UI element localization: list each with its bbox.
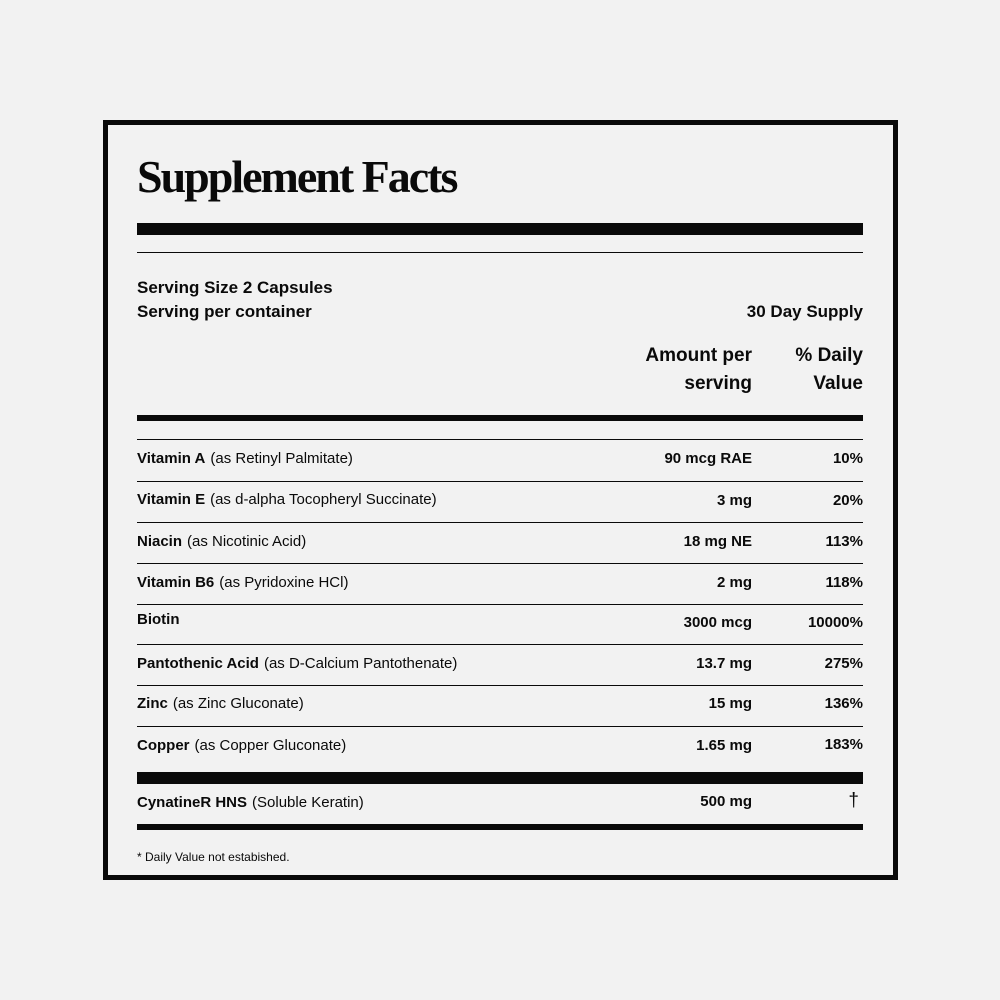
nutrient-name — [137, 794, 364, 811]
dv-header-line-1: % Daily — [795, 345, 863, 366]
nutrient-amount: 3 mg — [716, 492, 752, 509]
page-title: Supplement Facts — [137, 151, 457, 202]
table-row — [137, 727, 863, 767]
table-row — [137, 686, 863, 726]
nutrient-label: Pantothenic Acid — [137, 655, 259, 672]
supplement-facts-content — [137, 125, 863, 875]
nutrient-name — [137, 450, 353, 467]
table-row — [137, 605, 863, 645]
nutrient-amount: 1.65 mg — [696, 737, 752, 754]
nutrient-name — [137, 533, 306, 550]
nutrient-label: Vitamin B6 — [137, 574, 215, 591]
servings-per-container-value: 30 Day Supply — [746, 302, 863, 321]
serving-size: Serving Size 2 Capsules — [137, 278, 333, 297]
nutrient-source: (as Zinc Gluconate) — [172, 695, 304, 712]
nutrient-amount: 13.7 mg — [696, 655, 752, 672]
nutrient-label: Zinc — [137, 695, 168, 712]
proprietary-row — [137, 785, 863, 825]
nutrient-label: Biotin — [137, 611, 180, 628]
nutrient-name — [137, 574, 348, 591]
nutrient-name — [137, 695, 304, 712]
nutrient-source: (as Retinyl Palmitate) — [210, 450, 353, 467]
nutrient-name — [137, 491, 437, 508]
dv-header-line-2: Value — [813, 373, 863, 394]
nutrient-source: (as D-Calcium Pantothenate) — [263, 655, 458, 672]
nutrient-daily-value: 275% — [824, 655, 863, 672]
nutrient-daily-value: 136% — [824, 695, 863, 712]
table-row — [137, 482, 863, 522]
nutrient-daily-value: 113% — [825, 533, 863, 550]
nutrient-label: CynatineR HNS — [137, 794, 248, 811]
nutrient-name — [137, 737, 346, 754]
dagger-mark: † — [848, 790, 859, 811]
proprietary-divider-thick — [137, 772, 863, 784]
nutrient-label: Vitamin A — [137, 450, 206, 467]
amount-header-line-1: Amount per — [645, 345, 752, 366]
nutrient-source: (as d-alpha Tocopheryl Succinate) — [210, 491, 437, 508]
footnote: * Daily Value not estabished. — [137, 850, 290, 864]
nutrient-source: (as Pyridoxine HCl) — [219, 574, 349, 591]
nutrient-source: (as Copper Gluconate) — [194, 737, 347, 754]
nutrient-amount: 500 mg — [700, 793, 752, 810]
servings-per-container-label: Serving per container — [137, 302, 312, 321]
nutrient-name — [137, 655, 457, 672]
table-row — [137, 564, 863, 604]
supplement-facts-panel — [103, 120, 898, 880]
amount-header-line-2: serving — [684, 373, 752, 394]
nutrient-label: Niacin — [137, 533, 183, 550]
nutrient-amount: 90 mcg RAE — [664, 450, 752, 467]
amount-per-serving-header — [645, 342, 752, 398]
nutrient-source: (as Nicotinic Acid) — [187, 533, 307, 550]
nutrient-daily-value: 20% — [832, 492, 863, 509]
table-row — [137, 440, 863, 480]
nutrient-daily-value: 183% — [824, 736, 863, 753]
nutrient-label: Copper — [137, 737, 190, 754]
nutrient-source: (Soluble Keratin) — [252, 794, 364, 811]
table-row — [137, 645, 863, 685]
nutrient-label: Vitamin E — [137, 491, 206, 508]
header-divider-thick — [137, 415, 863, 421]
nutrient-daily-value: 10% — [832, 450, 863, 467]
nutrient-name — [137, 611, 180, 628]
nutrient-amount: 3000 mcg — [683, 614, 752, 631]
nutrient-daily-value: 118% — [825, 574, 863, 591]
footer-divider-thick — [137, 824, 863, 830]
nutrient-amount: 15 mg — [708, 695, 752, 712]
title-divider-thick — [137, 223, 863, 235]
table-row — [137, 523, 863, 563]
daily-value-header — [795, 342, 863, 398]
title-divider-thin — [137, 252, 863, 253]
nutrient-amount: 2 mg — [716, 574, 752, 591]
nutrient-amount: 18 mg NE — [683, 533, 752, 550]
nutrient-daily-value: 10000% — [807, 614, 863, 631]
